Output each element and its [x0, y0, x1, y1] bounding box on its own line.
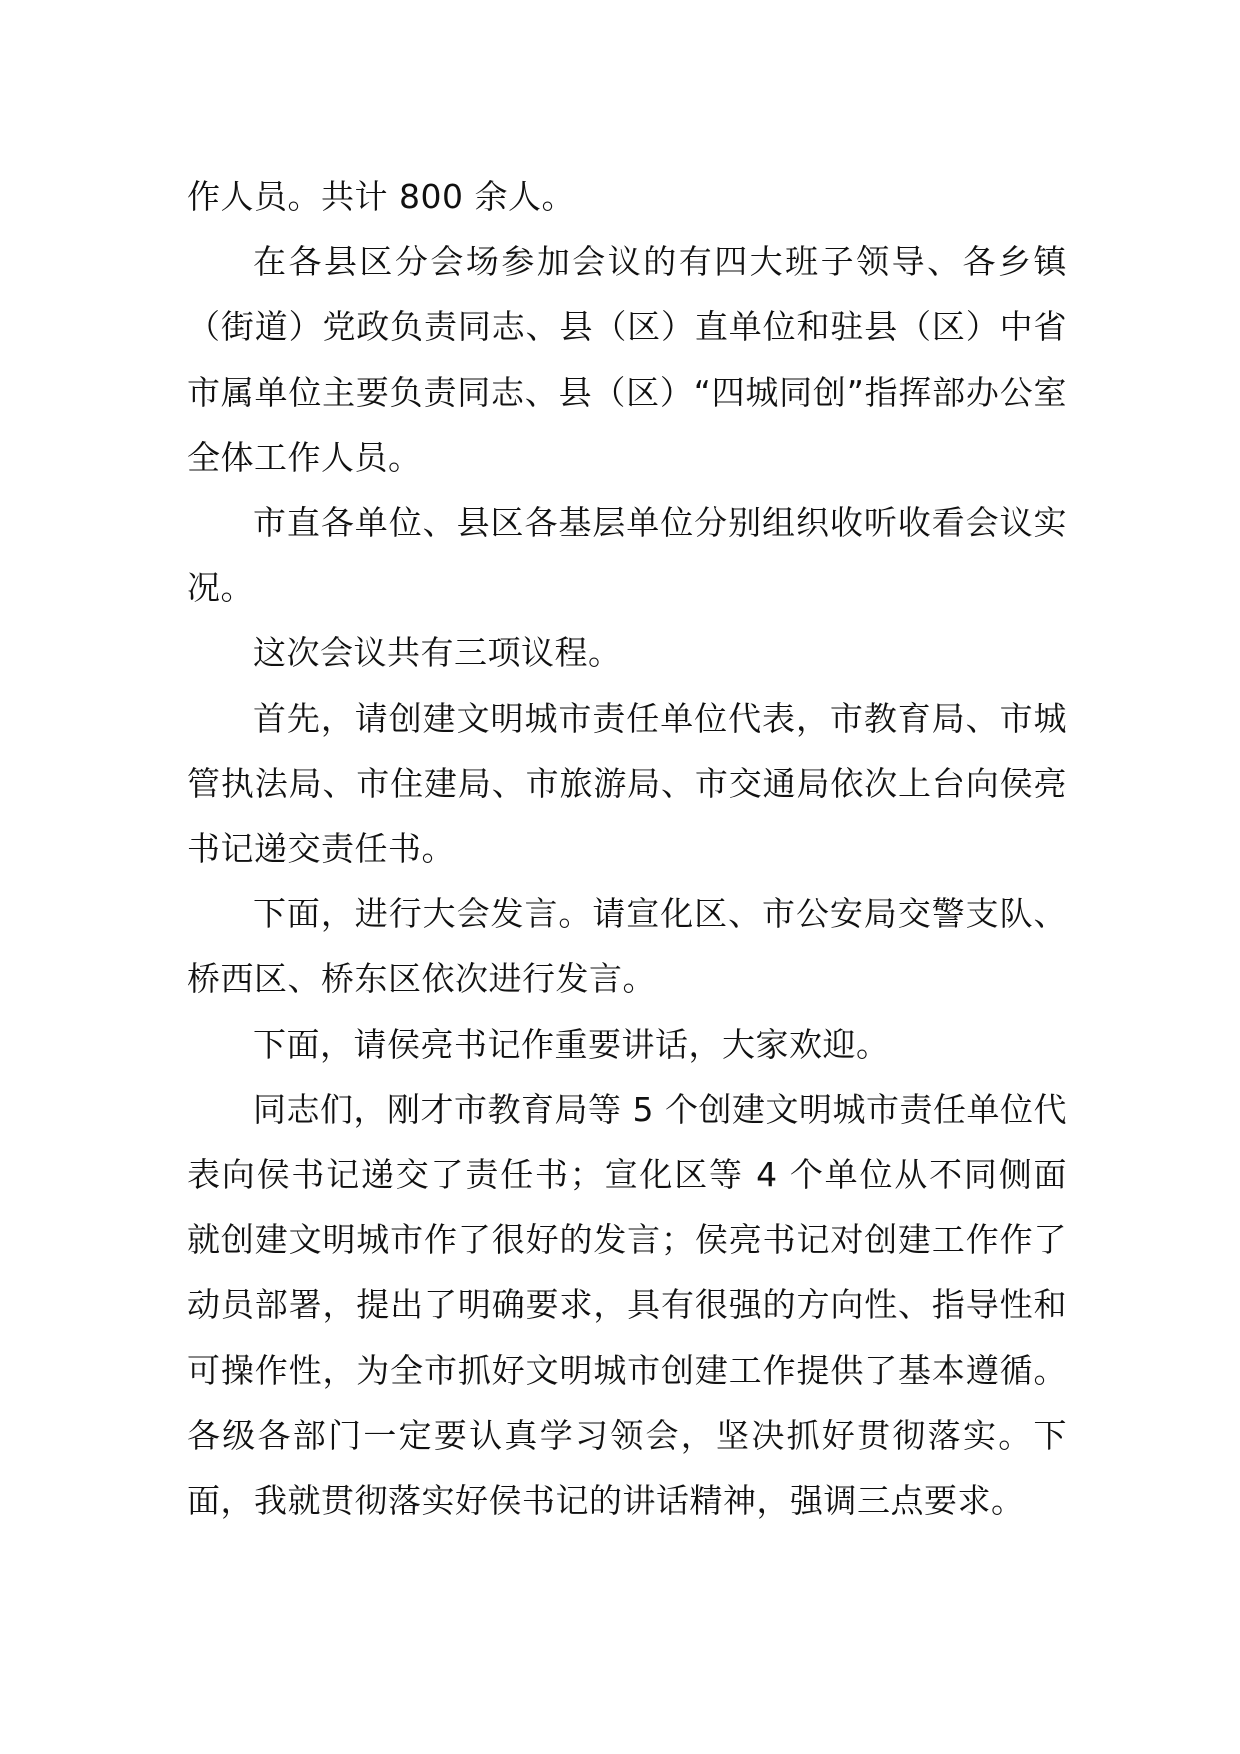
paragraph-closing-remarks: 同志们，刚才市教育局等 5 个创建文明城市责任单位代表向侯书记递交了责任书；宣化区等 4 个单位从不同侧面就创建文明城市作了很好的发言；侯亮书记对创建工作作了动员部署，提出了明确要求，具有很强的方向性、指导性和可操作性，为全市抓好文明城市创建工作提供了基本遵循。各级各部门一定要认真学习领会，坚决抓好贯彻落实。下面，我就贯彻落实好侯书记的讲话精神，强调三点要求。 — [187, 1089, 1067, 1521]
document-body — [187, 164, 1067, 1533]
paragraph-branch-venues: 在各县区分会场参加会议的有四大班子领导、各乡镇（街道）党政负责同志、县（区）直单位和驻县（区）中省市属单位主要负责同志、县（区）“四城同创”指挥部办公室全体工作人员。 — [187, 242, 1067, 477]
paragraph-agenda-intro: 这次会议共有三项议程。 — [253, 633, 622, 673]
paragraph-agenda-speeches: 下面，进行大会发言。请宣化区、市公安局交警支队、桥西区、桥东区依次进行发言。 — [187, 894, 1067, 999]
paragraph-agenda-address: 下面，请侯亮书记作重要讲话，大家欢迎。 — [253, 1024, 890, 1064]
paragraph-continued: 作人员。共计 800 余人。 — [187, 177, 575, 216]
paragraph-live-viewing: 市直各单位、县区各基层单位分别组织收听收看会议实况。 — [187, 503, 1067, 608]
paragraph-agenda-first: 首先，请创建文明城市责任单位代表，市教育局、市城管执法局、市住建局、市旅游局、市交通局依次上台向侯亮书记递交责任书。 — [187, 698, 1067, 869]
